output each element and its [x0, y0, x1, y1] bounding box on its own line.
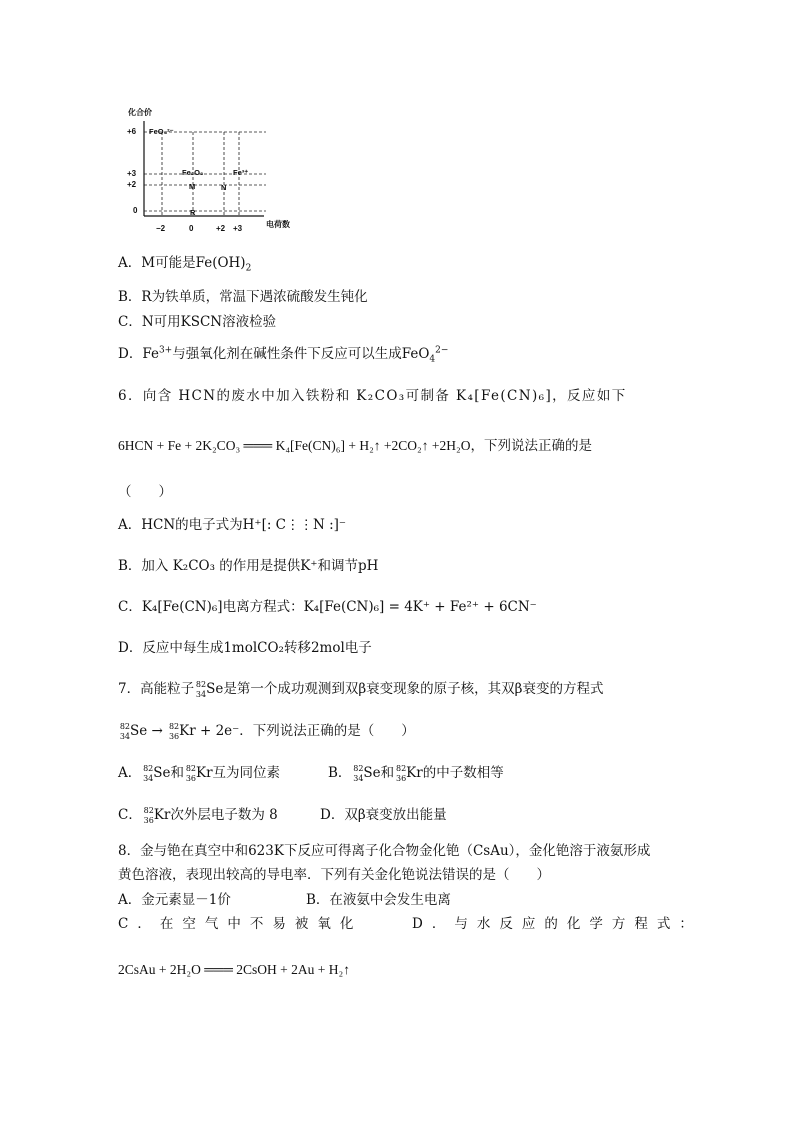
q7-option-c: C． 82 36 Kr次外层电子数为 8	[118, 805, 278, 825]
point-label-fe3: Fe³⁺	[233, 168, 249, 177]
x-tick-2: +2	[216, 224, 226, 233]
y-tick-3: +3	[127, 169, 137, 178]
q6-option-d: D．反应中每生成1molCO₂转移2mol电子	[118, 640, 372, 656]
point-label-m: M	[189, 182, 196, 191]
y-tick-0: 0	[133, 206, 138, 215]
x-tick-0: 0	[189, 224, 194, 233]
q7-option-b: B． 82 34 Se和 82 36 Kr的中子数相等	[328, 763, 504, 783]
q5-option-d: D．$Fe^{3+}$与强氧化剂在碱性条件下反应可以生成FeO$_4^{2-}$	[118, 345, 449, 365]
q6-equation: 6HCN + Fe + 2K₂CO₃ ═══ K₄[Fe(CN)₆] + H₂↑ +2CO₂↑ +2H₂O，下列说法正确的是	[118, 438, 592, 453]
x-tick-neg2: −2	[156, 224, 166, 233]
q7-equation: 82 34 Se → 82 36 Kr + 2e⁻．下列说法正确的是（ ）	[119, 721, 415, 741]
q7-option-d: D．双β衰变放出能量	[320, 807, 447, 823]
x-axis-label: 电荷数	[266, 220, 290, 229]
point-label-r: R	[190, 208, 196, 217]
q8-equation: 2CsAu + 2H₂O ═══ 2CsOH + 2Au + H₂↑	[118, 962, 350, 977]
y-tick-2: +2	[127, 180, 137, 189]
q8-option-b: B．在液氨中会发生电离	[306, 892, 451, 908]
q5-option-b: B．R为铁单质，常温下遇浓硫酸发生钝化	[118, 289, 368, 305]
q8-stem-line1: 8．金与铯在真空中和623K下反应可得离子化合物金化铯（CsAu），金化铯溶于液氨形成	[118, 843, 651, 859]
q8-option-c: C．在空气中不易被氧化	[118, 916, 363, 932]
q8-stem-line2: 黄色溶液，表现出较高的导电率．下列有关金化铯说法错误的是（ ）	[118, 867, 550, 883]
y-tick-6: +6	[127, 127, 137, 136]
q8-option-a: A．金元素显－1价	[118, 892, 231, 908]
point-label-n: N	[221, 183, 227, 192]
q5-option-a: A．M可能是$Fe(OH)_2$	[118, 255, 252, 274]
q6-option-b: B．加入 K₂CO₃ 的作用是提供K⁺和调节pH	[118, 558, 379, 574]
q7-option-a: A． 82 34 Se和 82 36 Kr互为同位素	[118, 763, 281, 783]
q6-option-c: C．K₄[Fe(CN)₆]电离方程式：K₄[Fe(CN)₆] = 4K⁺ + Fe²⁺ + 6CN⁻	[118, 599, 537, 615]
q5-option-c: C．N可用KSCN溶液检验	[118, 314, 277, 330]
q7-stem: 7．高能粒子 82 34 Se是第一个成功观测到双β衰变现象的原子核，其双β衰变的方程式	[118, 679, 604, 699]
point-label-fe2o3: Fe₂O₃	[182, 168, 204, 177]
q6-stem: 6．向含 HCN的废水中加入铁粉和 K₂CO₃可制备 K₄[Fe(CN)₆]，反应如下	[118, 388, 627, 404]
q6-paren: （ ）	[118, 484, 172, 500]
y-axis-label: 化合价	[128, 108, 152, 117]
point-label-feo4: FeO₄²⁻	[149, 127, 174, 136]
x-tick-3: +3	[233, 224, 243, 233]
q6-option-a: A．HCN的电子式为H⁺[: C⋮⋮N :]⁻	[118, 517, 347, 533]
valence-charge-diagram	[118, 103, 308, 233]
q8-option-d: D．与水反应的化学方程式：	[412, 916, 702, 932]
